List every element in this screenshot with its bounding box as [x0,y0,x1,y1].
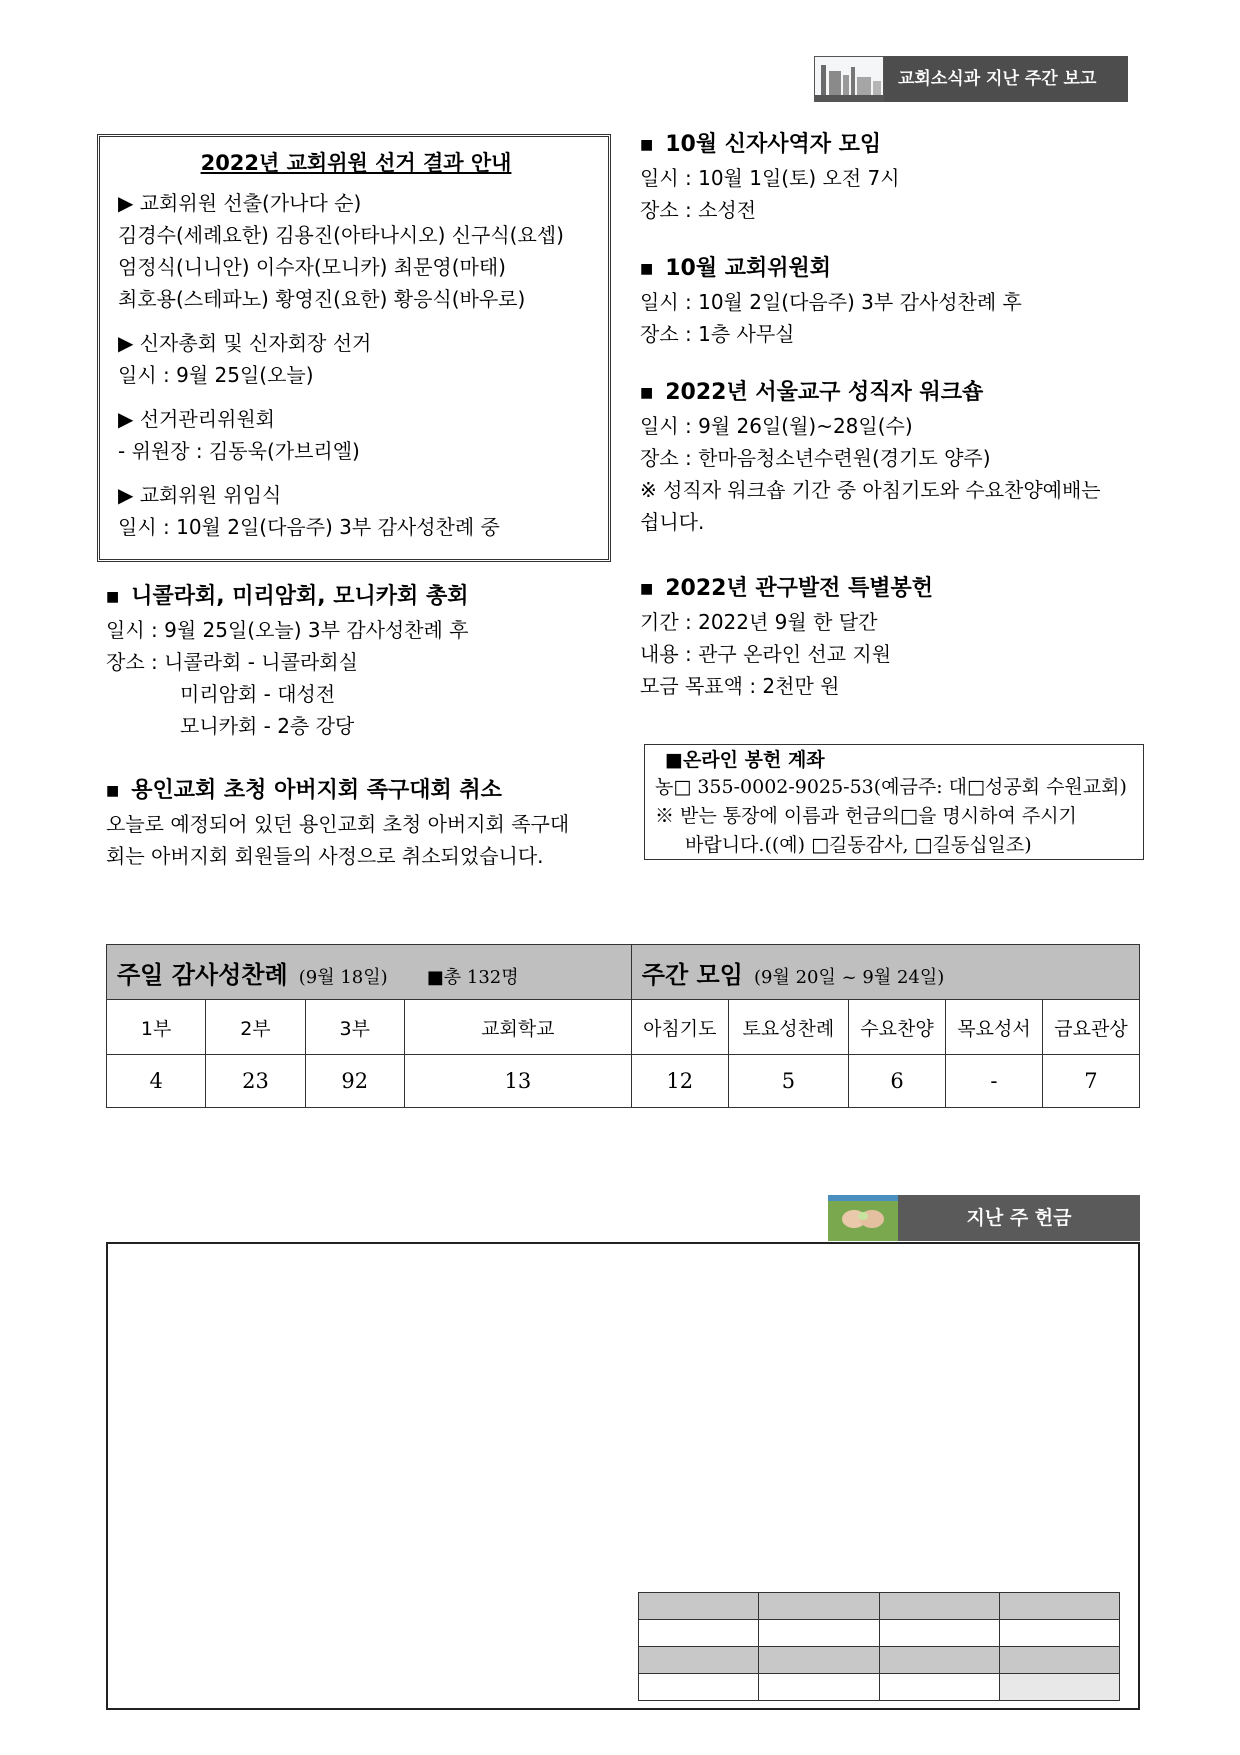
notice-heading: 2022년 서울교구 성직자 워크숍 [665,380,984,405]
table-cell [639,1593,759,1620]
notice-heading: 니콜라회, 미리암회, 모니카회 총회 [131,584,469,609]
value-cell: 5 [728,1055,848,1108]
value-cell: 23 [206,1055,305,1108]
notice-heading: 2022년 관구발전 특별봉헌 [665,576,934,601]
notice-line: 장소 : 소성전 [640,198,757,222]
notice-line: 장소 : 1층 사무실 [640,322,795,346]
category-cell: 3부 [305,1000,404,1055]
value-cell: 92 [305,1055,404,1108]
notice-workshop: ■ 2022년 서울교구 성직자 워크숍 일시 : 9월 26일(월)~28일(수) 장소 : 한마음청소년수련원(경기도 양주) ※ 성직자 워크숍 기간 중 아침기도와 수요찬양예배는 쉽니다. [640,376,1101,538]
table-cell [639,1620,759,1647]
table-cell [879,1647,999,1674]
account-note: 바랍니다.((예) □길동감사, □길동십일조) [685,834,1032,856]
election-line: - 위원장 : 김동욱(가브리엘) [118,439,360,463]
table-cell [879,1593,999,1620]
election-line: ▶ 교회위원 위임식 [118,483,282,507]
election-results-box [97,134,611,562]
category-cell: 토요성찬례 [728,1000,848,1055]
offering-table [638,1592,1120,1701]
notice-line: 장소 : 한마음청소년수련원(경기도 양주) [640,446,991,470]
election-line: ▶ 선거관리위원회 [118,407,275,431]
sunday-date: (9월 18일) [298,966,388,988]
election-title: 2022년 교회위원 선거 결과 안내 [200,151,512,175]
notice-line: 기간 : 2022년 9월 한 달간 [640,610,878,634]
table-cell [639,1647,759,1674]
table-cell [999,1593,1119,1620]
attendance-table [106,944,1140,1108]
category-cell: 아침기도 [631,1000,728,1055]
table-cell [759,1593,879,1620]
sunday-title: 주일 감사성찬례 [117,960,288,989]
account-note: ※ 받는 통장에 이름과 헌금의□을 명시하여 주시기 [655,805,1077,827]
value-cell: - [946,1055,1043,1108]
notice-line: 오늘로 예정되어 있던 용인교회 초청 아버지회 족구대 [106,812,570,836]
weekly-title: 주간 모임 [641,960,743,989]
notice-council: ■ 10월 교회위원회 일시 : 10월 2일(다음주) 3부 감사성찬례 후 장소 : 1층 사무실 [640,252,1022,350]
notice-line: 일시 : 10월 2일(다음주) 3부 감사성찬례 후 [640,290,1022,314]
church-skyline-image [814,56,884,102]
notice-cancel: ■ 용인교회 초청 아버지회 족구대회 취소 오늘로 예정되어 있던 용인교회 초청 아버지회 족구대 회는 아버지회 회원들의 사정으로 취소되었습니다. [106,774,569,872]
table-cell [879,1620,999,1647]
table-cell [999,1674,1119,1701]
notice-line: ※ 성직자 워크숍 기간 중 아침기도와 수요찬양예배는 [640,478,1101,502]
table-cell [639,1674,759,1701]
table-cell [999,1647,1119,1674]
value-cell: 7 [1042,1055,1139,1108]
sunday-header [107,945,632,1000]
notice-line: 일시 : 9월 26일(월)~28일(수) [640,414,913,438]
total-count: ■총 132명 [426,966,519,988]
table-cell [999,1620,1119,1647]
notice-line: 쉽니다. [640,510,705,534]
table-cell [759,1647,879,1674]
category-cell: 수요찬양 [849,1000,946,1055]
notice-line: 장소 : 니콜라회 - 니콜라회실 [106,650,358,674]
category-cell: 1부 [107,1000,206,1055]
notice-line: 모니카회 - 2층 강당 [180,714,355,738]
table-cell [879,1674,999,1701]
notice-special-offering: ■ 2022년 관구발전 특별봉헌 기간 : 2022년 9월 한 달간 내용 : 관구 온라인 선교 지원 모금 목표액 : 2천만 원 [640,572,933,702]
value-cell: 12 [631,1055,728,1108]
notice-deacons: ■ 10월 신자사역자 모임 일시 : 10월 1일(토) 오전 7시 장소 : 소성전 [640,128,900,226]
table-cell [759,1620,879,1647]
notice-assembly: ■ 니콜라회, 미리암회, 모니카회 총회 일시 : 9월 25일(오늘) 3부 감사성찬례 후 장소 : 니콜라회 - 니콜라회실 미리암회 - 대성전 모니카회 - 2층 강당 [106,580,469,742]
category-cell: 교회학교 [404,1000,631,1055]
election-line: ▶ 신자총회 및 신자회장 선거 [118,331,372,355]
value-cell: 13 [404,1055,631,1108]
notice-heading: 10월 교회위원회 [665,256,832,281]
notice-line: 모금 목표액 : 2천만 원 [640,674,840,698]
category-cell: 2부 [206,1000,305,1055]
offering-section-title: 지난 주 헌금 [898,1195,1140,1241]
election-line: ▶ 교회위원 선출(가나다 순) [118,191,362,215]
category-cell: 목요성서 [946,1000,1043,1055]
table-cell [759,1674,879,1701]
notice-line: 미리암회 - 대성전 [180,682,336,706]
account-heading: ■온라인 봉헌 계좌 [665,749,825,771]
weekly-header [631,945,1139,1000]
election-line: 일시 : 10월 2일(다음주) 3부 감사성찬례 중 [118,515,500,539]
value-cell: 6 [849,1055,946,1108]
election-line: 엄정식(니니안) 이수자(모니카) 최문영(마태) [118,255,506,279]
notice-line: 회는 아버지회 회원들의 사정으로 취소되었습니다. [106,844,544,868]
notice-heading: 10월 신자사역자 모임 [665,132,882,157]
category-cell: 금요관상 [1042,1000,1139,1055]
weekly-date: (9월 20일 ~ 9월 24일) [753,966,945,988]
account-number: 농□ 355-0002-9025-53(예금주: 대□성공회 수원교회) [655,776,1127,798]
hands-image [828,1195,898,1241]
election-line: 일시 : 9월 25일(오늘) [118,363,314,387]
notice-line: 내용 : 관구 온라인 선교 지원 [640,642,892,666]
notice-line: 일시 : 9월 25일(오늘) 3부 감사성찬례 후 [106,618,469,642]
election-line: 김경수(세례요한) 김용진(아타나시오) 신구식(요셉) [118,223,564,247]
notice-heading: 용인교회 초청 아버지회 족구대회 취소 [131,778,502,803]
online-account-box [644,744,1144,860]
value-cell: 4 [107,1055,206,1108]
election-line: 최호용(스테파노) 황영진(요한) 황응식(바우로) [118,287,526,311]
section-tag: 교회소식과 지난 주간 보고 [884,56,1128,102]
notice-line: 일시 : 10월 1일(토) 오전 7시 [640,166,900,190]
